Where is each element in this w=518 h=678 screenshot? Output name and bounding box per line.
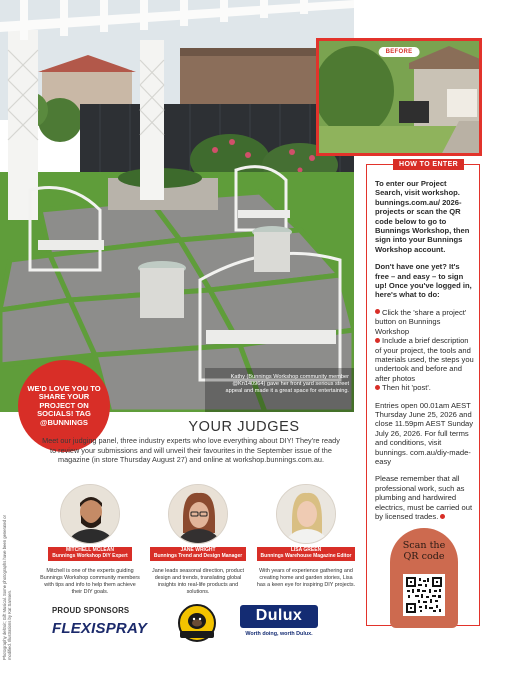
sponsors-label: PROUD SPONSORS: [52, 606, 130, 615]
scan-qr-badge: [390, 528, 458, 628]
judge-card-lisa: [256, 484, 356, 589]
judge-role: Bunnings Trend and Design Manager: [153, 553, 243, 559]
bullet-icon: [375, 309, 380, 314]
flexispray-logo: FLEXISPRAY: [52, 620, 148, 637]
photo-credit: Photography deltroit; Gift Musical. Some photographs have been generated or modified. Illustrations by Kat Samsen.: [2, 514, 12, 660]
judge-name: JANE WRIGHT: [180, 547, 216, 554]
judge-name: MITCHELL MCLEAN: [66, 547, 114, 554]
how-to-enter-intro: To enter our Project Search, visit workshop. bunnings.com.au/ 2026-projects or scan the QR code below to go to Bunnings Workshop, then sign into your Bunnings Workshop account.: [375, 179, 470, 254]
step-item: Include a brief description of your project, the tools and materials used, the steps you undertook and before and after photos: [375, 336, 474, 383]
before-photo: [316, 38, 482, 156]
judge-bio: With years of experience gathering and creating home and garden stories, Lisa has a keen eye for inspiring DIY projects.: [256, 568, 356, 588]
dulux-wordmark: Dulux: [240, 605, 318, 628]
entry-dates: Entries open 00.01am AEST Thursday June 25, 2026 and close 11.59pm AEST Sunday July 26, 2026. For full terms and conditions, visit bunnings. com.au/diy-made-easy: [375, 400, 474, 466]
judges-intro: Meet our judging panel, three industry experts who love everything about DIY! They're ready to review your submissions and will unveil their favourites in the September issue of the magazine (in store Thursday August 27) and online at workshop.bunnings.com.au.: [42, 436, 340, 465]
qr-code[interactable]: [403, 574, 445, 616]
judge-card-mitchell: [40, 484, 140, 596]
step-item: Then hit 'post'.: [382, 383, 431, 393]
bullet-icon: [375, 385, 380, 390]
judge-badge: [150, 547, 246, 560]
hero-photo: [0, 0, 354, 412]
judge-role: Bunnings Warehouse Magazine Editor: [260, 553, 352, 559]
judge-bio: Jane leads seasonal direction, product design and trends, translating global insights into real-life products and solutions.: [152, 568, 244, 595]
judge-bio: Mitchell is one of the experts guiding Bunnings Workshop community members with tips and info to help them achieve their DIY goals.: [40, 568, 140, 595]
avatar: [168, 484, 228, 544]
trades-note: Please remember that all professional work, such as plumbing and hardwired electrics, must be carried out by licensed trades.: [375, 474, 473, 521]
before-tag: BEFORE: [379, 47, 420, 57]
judges-title: YOUR JUDGES: [188, 419, 300, 435]
judge-card-jane: [148, 484, 248, 596]
judge-badge: [257, 547, 356, 560]
judge-name: LISA GREEN: [290, 547, 322, 554]
dulux-logo: [240, 605, 318, 637]
share-badge: WE'D LOVE YOU TO SHARE YOUR PROJECT ON SOCIALS! TAG @BUNNINGS: [18, 360, 110, 452]
dulux-tagline: Worth doing, worth Dulux.: [245, 631, 313, 637]
avatar: [60, 484, 120, 544]
photo-caption: Kathy (Bunnings Workshop community member @Kn140964) gave her front yard serious street appeal and made it a great space for entertaining.: [225, 374, 349, 395]
how-to-enter-text: [375, 179, 475, 529]
scan-label: Scan the QR code: [402, 540, 446, 562]
judge-role: Bunnings Workshop DIY Expert: [52, 553, 128, 559]
judge-badge: [48, 547, 131, 560]
bullet-icon: [375, 338, 380, 343]
step-item: Click the 'share a project' button on Bunnings Workshop: [375, 307, 467, 336]
avatar: [276, 484, 336, 544]
bullet-icon: [440, 514, 445, 519]
gorilla-logo: [172, 604, 222, 642]
how-to-enter-steps: [375, 308, 475, 393]
how-to-enter-tag: HOW TO ENTER: [393, 159, 464, 170]
how-to-enter-signup: Don't have one yet? It's free – and easy – to sign up! Once you've logged in, here's what to do:: [375, 262, 472, 300]
